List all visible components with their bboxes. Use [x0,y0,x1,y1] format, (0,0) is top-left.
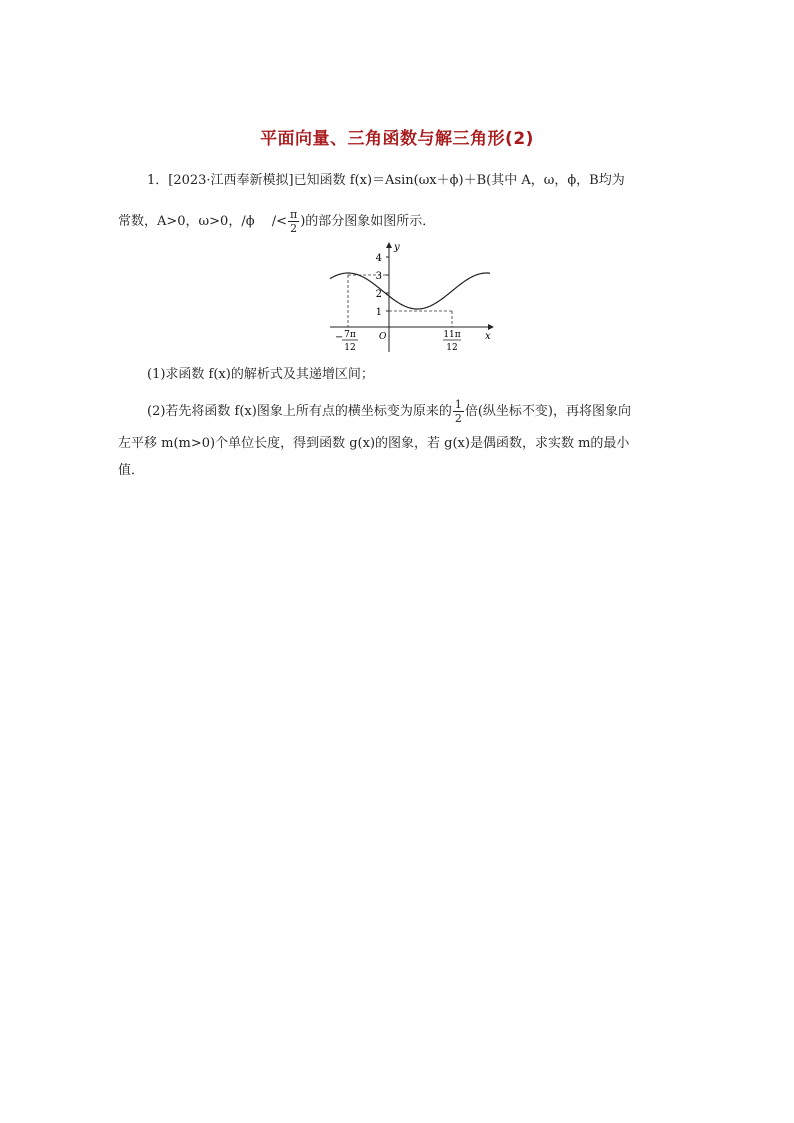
y-tick-label-4: 4 [375,253,382,264]
x-label-left-den: 12 [344,343,356,353]
part-2-line-2: 左平移 m(m>0)个单位长度，得到函数 g(x)的图象，若 g(x)是偶函数，求实数 m的最小 [118,436,630,451]
problem-line-2 [118,208,435,235]
part-2-post: 倍(纵坐标不变)，再将图象向 [464,404,631,419]
x-label-right-den: 12 [446,343,458,353]
function-graph [322,240,497,355]
y-tick-label-2: 2 [375,289,382,300]
y-axis-arrow [386,242,392,248]
fraction-numerator: 1 [454,398,462,411]
x-axis-arrow [488,324,494,330]
y-tick-label-1: 1 [375,307,382,318]
y-tick-label-3: 3 [375,271,382,282]
x-label-left-sign: − [335,332,344,343]
fraction-denominator: 2 [290,222,298,235]
x-label-left-num: 7π [344,330,356,340]
origin-label: O [379,332,387,342]
part-1: (1)求函数 f(x)的解析式及其递增区间； [147,367,374,382]
x-label-right-num: 11π [443,330,461,340]
fraction-denominator: 2 [454,412,462,425]
problem-line-2-pre: 常数，A>0，ω>0，/ϕ /< [118,214,287,229]
one-half-fraction [453,398,464,425]
part-2-line-1 [147,398,631,425]
x-axis-label: x [485,331,491,342]
part-2-pre: (2)若先将函数 f(x)图象上所有点的横坐标变为原来的 [147,404,452,419]
problem-line-2-post: )的部分图象如图所示． [300,214,436,229]
part-2-line-3: 值． [118,463,145,478]
fraction-numerator: π [289,208,298,221]
sine-curve [330,273,490,309]
problem-line-1: 1．[2023·江西奉新模拟]已知函数 f(x)＝Asin(ωx＋ϕ)＋B(其中 A，ω，ϕ，B均为 [147,173,625,188]
page-title: 平面向量、三角函数与解三角形(2) [260,129,534,149]
pi-over-2-fraction [288,208,299,235]
y-axis-label: y [394,242,400,253]
